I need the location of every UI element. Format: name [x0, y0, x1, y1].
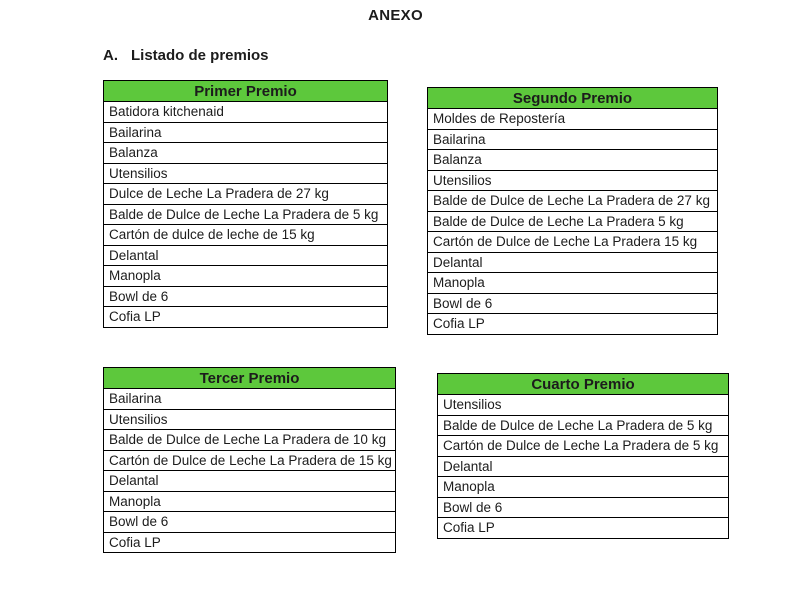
table-row — [438, 477, 729, 498]
prize-item: Balde de Dulce de Leche La Pradera de 10 kg — [104, 430, 396, 451]
prize-item: Bailarina — [104, 389, 396, 410]
prize-item: Delantal — [104, 245, 388, 266]
table-row — [104, 307, 388, 328]
prize-item: Cofia LP — [438, 518, 729, 539]
table-row — [428, 191, 718, 212]
table-row — [428, 170, 718, 191]
table-header-tercer-premio: Tercer Premio — [104, 368, 396, 389]
section-heading — [103, 47, 269, 64]
table-cuarto-premio — [437, 373, 729, 539]
prize-item: Utensilios — [104, 409, 396, 430]
prize-item: Batidora kitchenaid — [104, 102, 388, 123]
table-row — [104, 245, 388, 266]
section-letter: A. — [103, 47, 118, 64]
table-primer-premio — [103, 80, 388, 328]
table-row — [428, 129, 718, 150]
table-header-cuarto-premio: Cuarto Premio — [438, 374, 729, 395]
table-row — [438, 518, 729, 539]
prize-item: Dulce de Leche La Pradera de 27 kg — [104, 184, 388, 205]
section-title: Listado de premios — [131, 47, 269, 64]
table-header-row — [104, 81, 388, 102]
table-row — [104, 143, 388, 164]
prize-item: Moldes de Repostería — [428, 109, 718, 130]
prize-item: Balanza — [104, 143, 388, 164]
table-row — [428, 293, 718, 314]
prize-item: Balde de Dulce de Leche La Pradera 5 kg — [428, 211, 718, 232]
table-row — [104, 409, 396, 430]
prize-item: Cartón de dulce de leche de 15 kg — [104, 225, 388, 246]
prize-item: Cofia LP — [428, 314, 718, 335]
prize-item: Bowl de 6 — [428, 293, 718, 314]
table-row — [438, 456, 729, 477]
prize-item: Manopla — [438, 477, 729, 498]
prize-item: Bowl de 6 — [104, 286, 388, 307]
prize-item: Delantal — [104, 471, 396, 492]
table-segundo-premio — [427, 87, 718, 335]
table-row — [428, 109, 718, 130]
prize-item: Cartón de Dulce de Leche La Pradera 15 kg — [428, 232, 718, 253]
prize-item: Bowl de 6 — [104, 512, 396, 533]
prize-item: Utensilios — [104, 163, 388, 184]
prize-item: Cofia LP — [104, 307, 388, 328]
table-row — [104, 122, 388, 143]
prize-item: Balanza — [428, 150, 718, 171]
prize-item: Balde de Dulce de Leche La Pradera de 27 kg — [428, 191, 718, 212]
table-row — [428, 273, 718, 294]
table-row — [104, 491, 396, 512]
table-header-row — [104, 368, 396, 389]
table-row — [104, 532, 396, 553]
prize-item: Manopla — [104, 491, 396, 512]
table-row — [428, 314, 718, 335]
table-row — [104, 389, 396, 410]
table-row — [438, 395, 729, 416]
prize-item: Bailarina — [104, 122, 388, 143]
table-row — [104, 512, 396, 533]
table-row — [104, 266, 388, 287]
table-tercer-premio — [103, 367, 396, 553]
table-row — [104, 163, 388, 184]
prize-item: Cofia LP — [104, 532, 396, 553]
prize-item: Bailarina — [428, 129, 718, 150]
table-row — [104, 471, 396, 492]
table-row — [104, 450, 396, 471]
prize-item: Bowl de 6 — [438, 497, 729, 518]
table-row — [104, 102, 388, 123]
table-header-segundo-premio: Segundo Premio — [428, 88, 718, 109]
table-row — [428, 150, 718, 171]
prize-item: Balde de Dulce de Leche La Pradera de 5 kg — [104, 204, 388, 225]
prize-item: Delantal — [428, 252, 718, 273]
table-row — [428, 252, 718, 273]
table-row — [428, 232, 718, 253]
prize-item: Manopla — [104, 266, 388, 287]
table-row — [438, 415, 729, 436]
prize-item: Utensilios — [428, 170, 718, 191]
prize-item: Cartón de Dulce de Leche La Pradera de 5 kg — [438, 436, 729, 457]
table-header-row — [428, 88, 718, 109]
prize-item: Utensilios — [438, 395, 729, 416]
prize-item: Balde de Dulce de Leche La Pradera de 5 kg — [438, 415, 729, 436]
table-header-row — [438, 374, 729, 395]
table-row — [104, 184, 388, 205]
table-row — [438, 497, 729, 518]
table-row — [104, 225, 388, 246]
table-row — [438, 436, 729, 457]
table-row — [104, 286, 388, 307]
table-row — [104, 204, 388, 225]
document-title: ANEXO — [368, 7, 423, 24]
prize-item: Delantal — [438, 456, 729, 477]
table-header-primer-premio: Primer Premio — [104, 81, 388, 102]
prize-item: Manopla — [428, 273, 718, 294]
table-row — [104, 430, 396, 451]
prize-item: Cartón de Dulce de Leche La Pradera de 15 kg — [104, 450, 396, 471]
table-row — [428, 211, 718, 232]
